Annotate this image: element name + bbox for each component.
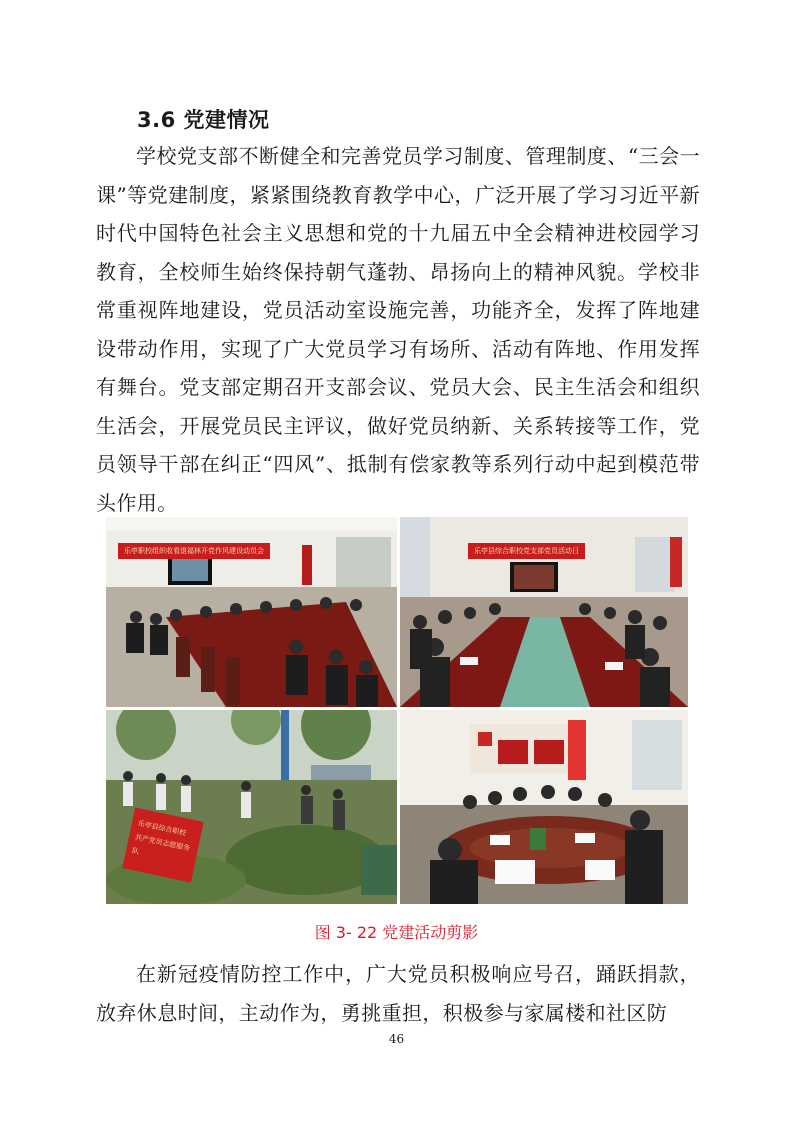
photo-meeting-screening	[106, 517, 397, 707]
photo-organization-meeting	[400, 710, 688, 904]
photo-volunteer-service	[106, 710, 397, 904]
organization-meeting-illustration	[400, 710, 688, 904]
page-number: 46	[388, 1032, 405, 1046]
photo-party-member-day	[400, 517, 688, 707]
paragraph-party-building: 学校党支部不断健全和完善党员学习制度、管理制度、“三会一课”等党建制度，紧紧围绕教育教学中心，广泛开展了学习习近平新时代中国特色社会主义思想和党的十九届五中全会精神进校园学习教育，全校师生始终保持朝气蓬勃、昂扬向上的精神风貌。学校非常重视阵地建设，党员活动室设施完善，功能齐全，发挥了阵地建设带动作用，实现了广大党员学习有场所、活动有阵地、作用发挥有舞台。党支部定期召开支部会议、党员大会、民主生活会和组织生活会，开展党员民主评议，做好党员纳新、关系转接等工作，党员领导干部在纠正“四风”、抵制有偿家教等系列行动中起到模范带头作用。	[96, 144, 700, 515]
figure-caption: 图 3- 22 党建活动剪影	[314, 923, 479, 942]
section-heading: 3.6 党建情况	[137, 108, 270, 132]
volunteer-flag: 乐亭县综合职校 共产党员志愿服务队	[122, 807, 203, 882]
volunteer-illustration	[106, 710, 397, 904]
meeting-banner-1: 乐亭职校组织收看退福林开党作风建设动员会	[118, 543, 270, 559]
meeting-banner-2: 乐亭县综合职校党支部党员活动日	[468, 543, 585, 559]
paragraph-epidemic-prevention: 在新冠疫情防控工作中，广大党员积极响应号召，踊跃捐款，放弃休息时间，主动作为，勇挑重担，积极参与家属楼和社区防	[96, 962, 700, 1025]
